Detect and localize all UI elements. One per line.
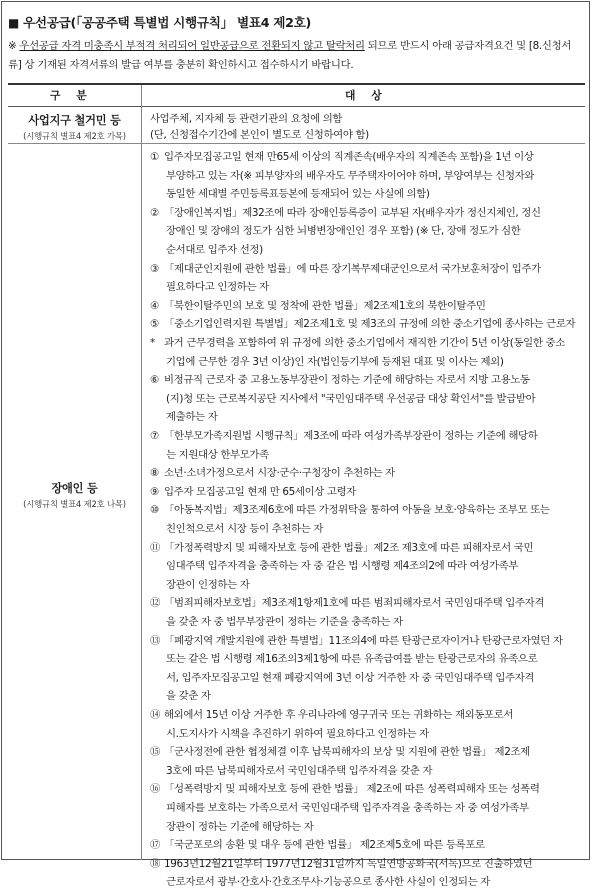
row-divider <box>8 143 585 144</box>
list-item-first-line <box>150 371 530 386</box>
category-title: 장애인 등 <box>51 482 98 495</box>
item-number: ⑤ <box>150 318 159 331</box>
item-number: ② <box>150 206 159 219</box>
item-number: ⑭ <box>150 709 161 721</box>
category-subtitle: (시행규칙 별표4 제2호 가목) <box>23 131 126 141</box>
header-target: 대 상 <box>345 89 388 102</box>
item-number: ⑨ <box>150 485 159 498</box>
list-item-line: 동일한 세대별 주민등록표등본에 등재되어 있는 사실에 의함) <box>166 188 430 201</box>
item-number: ⑩ <box>150 504 159 517</box>
item-number: ⑬ <box>150 634 161 647</box>
item-text: 「폐광지역 개발지원에 관한 특별법」11조의4에 따른 탄광근로자이거나 탄광근로자였던 자 <box>164 634 563 647</box>
list-item-line: 서, 입주자모집공고일 현재 폐광지역에 3년 이상 거주한 자 중 국민임대주택 입주자격 <box>166 671 535 684</box>
row-relocatee-category <box>8 112 141 142</box>
notice-paragraph <box>8 37 582 75</box>
list-item-first-line <box>150 706 513 721</box>
list-item-first-line <box>150 315 575 330</box>
list-item-line: 장관이 인정하는 자 <box>166 578 250 591</box>
item-text: 「아동복지법」제3조제6호에 따른 가정위탁을 통하여 아동을 보호·양육하는 조부모 또는 <box>164 504 550 517</box>
list-item-line: 는 지원대상 한부모가족 <box>166 448 269 461</box>
list-item-line: 장관이 정하는 기준에 해당하는 자 <box>166 820 314 833</box>
category-subtitle: (시행규칙 별표4 제2호 나목) <box>23 499 126 509</box>
item-text: 소년·소녀가정으로서 시장·군수·구청장이 추천하는 자 <box>164 467 395 480</box>
list-item-line: 제출하는 자 <box>166 411 218 424</box>
category-title: 사업지구 철거민 등 <box>28 114 121 127</box>
list-item-first-line <box>150 297 486 312</box>
table-top-rule <box>8 83 585 85</box>
list-item-line: 기업에 근무한 경우 3년 이상)인 자(법인등기부에 등재된 대표 및 이사는 제외) <box>166 355 504 368</box>
square-bullet-icon: ■ <box>8 16 20 30</box>
item-text: 「중소기업인력지원 특별법」제2조제1호 및 제3조의 규정에 의한 중소기업에 종사하는 근로자 <box>164 318 576 331</box>
header-rule <box>8 106 585 107</box>
list-item-first-line <box>150 780 540 795</box>
item-text: 「국군포로의 송환 및 대우 등에 관한 법률」 제2조제5호에 따른 등록포로 <box>164 839 485 852</box>
item-number: ⑧ <box>150 467 159 480</box>
list-item-line: 또는 같은 법 시행령 제16조의3제1항에 따른 유족급여를 받는 탄광근로자의 유족으로 <box>166 653 538 666</box>
list-item-first-line <box>150 594 544 609</box>
item-text: 「북한이탈주민의 보호 및 정착에 관한 법률」제2조제1호의 북한이탈주민 <box>164 299 486 312</box>
item-number: ⑯ <box>150 783 161 796</box>
notice-underlined-text: 우선공급 자격 미충족시 부적격 처리되어 일반공급으로 전환되지 않고 탈락처리 <box>19 40 365 52</box>
item-text: 비정규직 근로자 중 고용노동부장관이 정하는 기준에 해당하는 자로서 지방 고용노동 <box>164 374 530 387</box>
list-item-first-line <box>150 836 485 851</box>
list-item-first-line <box>150 148 534 163</box>
list-item-line: 시.도지사가 시책을 추진하기 위하여 필요하다고 인정하는 자 <box>166 727 429 740</box>
item-number: ④ <box>150 299 159 312</box>
item-text: 「범죄피해자보호법」제3조제1항제1호에 따른 범죄피해자로서 국민임대주택 입주자격 <box>164 597 545 610</box>
list-item-line: 근로자로서 광부·간호사·간호조무사·기능공으로 종사한 사실이 인정되는 자 <box>166 876 490 888</box>
item-number: ③ <box>150 262 159 275</box>
item-text: 해외에서 15년 이상 거주한 후 우리나라에 영구귀국 또는 귀화하는 재외동포로서 <box>164 709 514 721</box>
item-number: ⑦ <box>150 430 159 442</box>
item-text: 「장애인복지법」제32조에 따라 장애인등록증이 교부된 자(배우자가 정신지체인, 정신 <box>164 206 541 219</box>
list-item-line: 피해자를 보호하는 가족으로서 국민임대주택 입주자격을 충족하는 자 중 여성가족부 <box>166 802 529 814</box>
item-number: ⑱ <box>150 857 161 870</box>
list-item-first-line <box>150 743 530 758</box>
list-item-first-line <box>150 501 550 516</box>
item-text: 「성폭력방지 및 피해자보호 등에 관한 법률」 제2조에 따른 성폭력피해자 또는 성폭력 <box>164 783 540 796</box>
column-divider <box>141 85 142 860</box>
item-text: 「제대군인지원에 관한 법률」에 따른 장기복무제대군인으로서 국가보훈처장이 입주가 <box>164 262 541 275</box>
item-number: ⑪ <box>150 541 161 554</box>
notice-prefix: ※ <box>8 40 20 52</box>
list-item-line: 을 갖춘 자 <box>166 690 211 703</box>
item-number: ⑮ <box>150 746 161 759</box>
list-item-line: 3호에 따른 납북피해자로서 국민임대주택 입주자격을 갖춘 자 <box>166 764 433 777</box>
item-number: ① <box>150 151 159 163</box>
item-number: * <box>150 337 155 349</box>
list-item-line: 을 갖춘 자 중 법무부장관이 정하는 기준을 충족하는 자 <box>166 616 403 628</box>
list-item-first-line <box>150 204 541 219</box>
list-item-first-line <box>150 334 565 349</box>
item-text: 과거 근무경력을 포함하여 위 규정에 의한 중소기업에서 재직한 기간이 5년 이상(동일한 중소 <box>164 337 565 349</box>
list-item-line: 임대주택 입주자격을 충족하는 자 중 같은 법 시행령 제4조의2에 따라 여성가족부 <box>166 560 519 573</box>
item-number: ⑥ <box>150 374 159 387</box>
item-text: 「가정폭력방지 및 피해자보호 등에 관한 법률」제2조 제3호에 따른 피해자로서 국민 <box>164 541 534 554</box>
list-item-first-line <box>150 855 532 870</box>
section-title-text: 우선공급(「공공주택 특별법 시행규칙」 별표4 제2호) <box>23 15 311 30</box>
list-item-first-line <box>150 539 533 554</box>
item-number: ⑰ <box>150 839 161 852</box>
header-category: 구 분 <box>50 89 93 102</box>
list-item-line: (지)청 또는 근로복지공단 지사에서 "국민임대주택 우선공급 대상 확인서"를 발급받아 <box>166 392 536 405</box>
section-title <box>8 12 311 31</box>
list-item-first-line <box>150 464 395 479</box>
list-item-line: (단, 신청접수기간에 본인이 별도로 신청하여야 함) <box>150 129 369 141</box>
item-text: 1963년12월21일부터 1977년12월31일까지 독일연방공화국(서독)으로 진출하였던 <box>164 857 533 870</box>
list-item-first-line <box>150 260 541 275</box>
list-item-line: 순서대로 입주자 선정) <box>166 244 263 256</box>
item-number: ⑫ <box>150 597 161 610</box>
item-text: 「군사정전에 관한 협정체결 이후 납북피해자의 보상 및 지원에 관한 법률」 제2조제 <box>164 746 530 759</box>
list-item-first-line <box>150 483 356 498</box>
list-item-first-line <box>150 632 563 647</box>
list-item-line: 친인척으로서 시장 등이 추천하는 자 <box>166 523 324 535</box>
list-item-line: 장애인 및 장애의 정도가 심한 뇌병변장애인인 경우 포함) (※ 단, 장애 정도가 심한 <box>166 225 521 238</box>
list-item-line: 사업주체, 지자체 등 관련기관의 요청에 의함 <box>150 113 343 125</box>
list-item-line: 필요하다고 인정하는 자 <box>166 281 269 294</box>
item-text: 입주자 모집공고일 현재 만 65세이상 고령자 <box>164 485 356 498</box>
list-item-first-line <box>150 427 537 442</box>
notice-rest-text: 되므로 반드시 아래 공급자격요건 및 [8.신청서류] 상 기재된 자격서류의 발급 여부를 충분히 확인하시고 접수하시기 바랍니다. <box>8 40 572 71</box>
row-disabled-category <box>8 480 141 510</box>
item-text: 「한부모가족지원법 시행규칙」제3조에 따라 여성가족부장관이 정하는 기준에 해당하 <box>164 430 538 442</box>
list-item-line: 부양하고 있는 자(※ 피부양자의 배우자도 무주택자이어야 하며, 부양여부는 신청자와 <box>166 169 535 182</box>
item-text: 입주자모집공고일 현재 만65세 이상의 직계존속(배우자의 직계존속 포함)을 1년 이상 <box>164 151 534 163</box>
